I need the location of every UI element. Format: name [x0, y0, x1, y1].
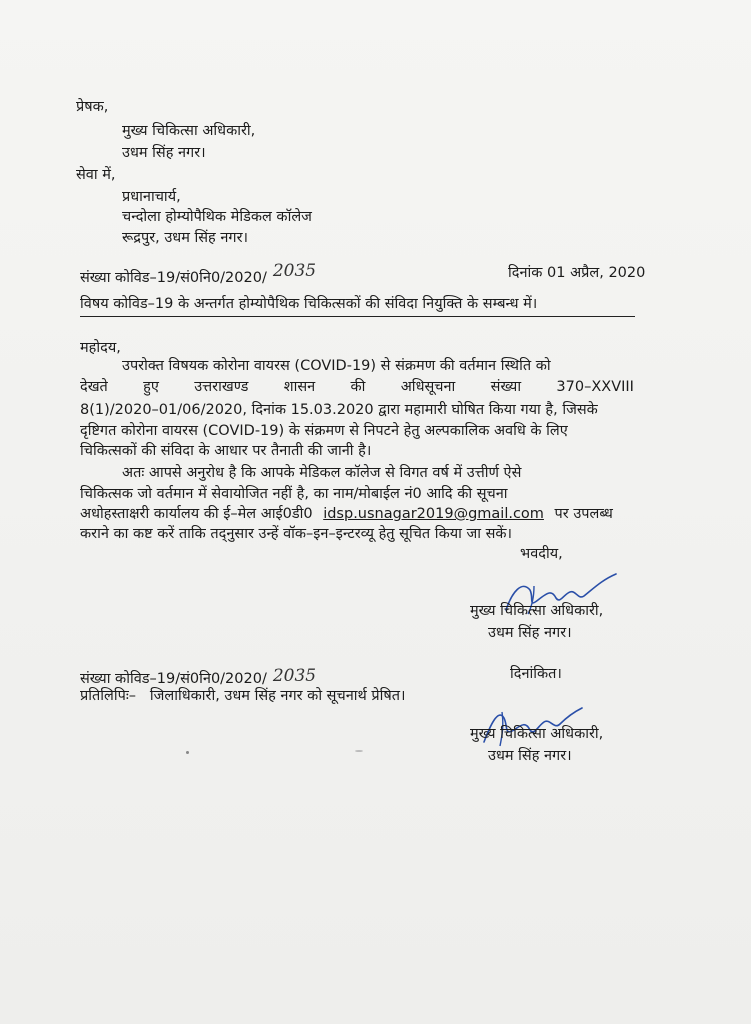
- body-p2-line4: कराने का कष्ट करें ताकि तद्नुसार उन्हें वॉक–इन–इन्टरव्यू हेतु सूचित किया जा सकें।: [80, 526, 513, 542]
- p1-word: 370–XXVIII: [556, 379, 634, 395]
- p2-line3-before: अधोहस्ताक्षरी कार्यालय की ई–मेल आई0डी0: [80, 506, 313, 522]
- recipient-label: सेवा में,: [76, 167, 116, 183]
- body-p1-line3: 8(1)/2020–01/06/2020, दिनांक 15.03.2020 द्वारा महामारी घोषित किया गया है, जिसके: [80, 402, 598, 418]
- sender-label: प्रेषक,: [76, 99, 109, 115]
- closing-designation: मुख्य चिकित्सा अधिकारी,: [470, 603, 604, 619]
- recipient-address: रूद्रपुर, उधम सिंह नगर।: [122, 230, 248, 246]
- copy-number: [80, 666, 317, 687]
- body-p2-line1: अतः आपसे अनुरोध है कि आपके मेडिकल कॉलेज से विगत वर्ष में उत्तीर्ण ऐसे: [122, 465, 522, 481]
- p1-word: अधिसूचना: [400, 379, 456, 395]
- recipient-designation: प्रधानाचार्य,: [122, 189, 181, 205]
- closing-location: उधम सिंह नगर।: [488, 625, 572, 641]
- copy-designation: मुख्य चिकित्सा अधिकारी,: [470, 726, 604, 742]
- reference-number: [80, 261, 317, 286]
- salutation: महोदय,: [80, 340, 121, 356]
- copy-to-line: प्रतिलिपिः– जिलाधिकारी, उधम सिंह नगर को सूचनार्थ प्रेषित।: [80, 688, 406, 704]
- subject-line: [80, 294, 635, 317]
- copy-number-handwritten: 2035: [272, 666, 317, 686]
- body-p1-line4: दृष्टिगत कोरोना वायरस (COVID-19) के संक्रमण से निपटने हेतु अल्पकालिक अवधि के लिए: [80, 423, 568, 439]
- copy-number-prefix: संख्या कोविड–19/सं0नि0/2020/: [80, 671, 267, 687]
- p2-line3-after: पर उपलब्ध: [554, 506, 613, 522]
- body-p1-line1: उपरोक्त विषयक कोरोना वायरस (COVID-19) से संक्रमण की वर्तमान स्थिति को: [122, 358, 551, 374]
- p1-word: की: [350, 379, 366, 395]
- scan-speck: [186, 751, 189, 754]
- copy-location: उधम सिंह नगर।: [488, 748, 572, 764]
- body-p2-line3: [80, 507, 613, 522]
- reference-number-handwritten: 2035: [272, 261, 317, 281]
- sender-designation: मुख्य चिकित्सा अधिकारी,: [122, 123, 256, 139]
- p1-word: शासन: [283, 379, 316, 395]
- p1-word: देखते: [80, 379, 108, 395]
- subject-text: विषय कोविड–19 के अन्तर्गत होम्योपैथिक चिकित्सकों की संविदा नियुक्ति के सम्बन्ध में।: [80, 296, 538, 312]
- recipient-institution: चन्दोला होम्योपैथिक मेडिकल कॉलेज: [122, 209, 312, 225]
- p1-word: संख्या: [490, 379, 522, 395]
- body-p2-line2: चिकित्सक जो वर्तमान में सेवायोजित नहीं है, का नाम/मोबाईल नं0 आदि की सूचना: [80, 486, 508, 502]
- p1-word: हुए: [143, 379, 159, 395]
- reference-number-prefix: संख्या कोविड–19/सं0नि0/2020/: [80, 270, 267, 286]
- p1-word: उत्तराखण्ड: [194, 379, 249, 395]
- email-link[interactable]: idsp.usnagar2019@gmail.com: [323, 506, 544, 522]
- body-p1-line2: [80, 380, 634, 395]
- copy-date-label: दिनांकित।: [510, 666, 562, 682]
- valediction: भवदीय,: [520, 546, 563, 562]
- sender-location: उधम सिंह नगर।: [122, 145, 206, 161]
- scan-speck: [355, 750, 363, 752]
- body-p1-line5: चिकित्सकों की संविदा के आधार पर तैनाती की जानी है।: [80, 443, 372, 459]
- reference-date: दिनांक 01 अप्रैल, 2020: [508, 265, 646, 281]
- signature-2: [478, 700, 588, 750]
